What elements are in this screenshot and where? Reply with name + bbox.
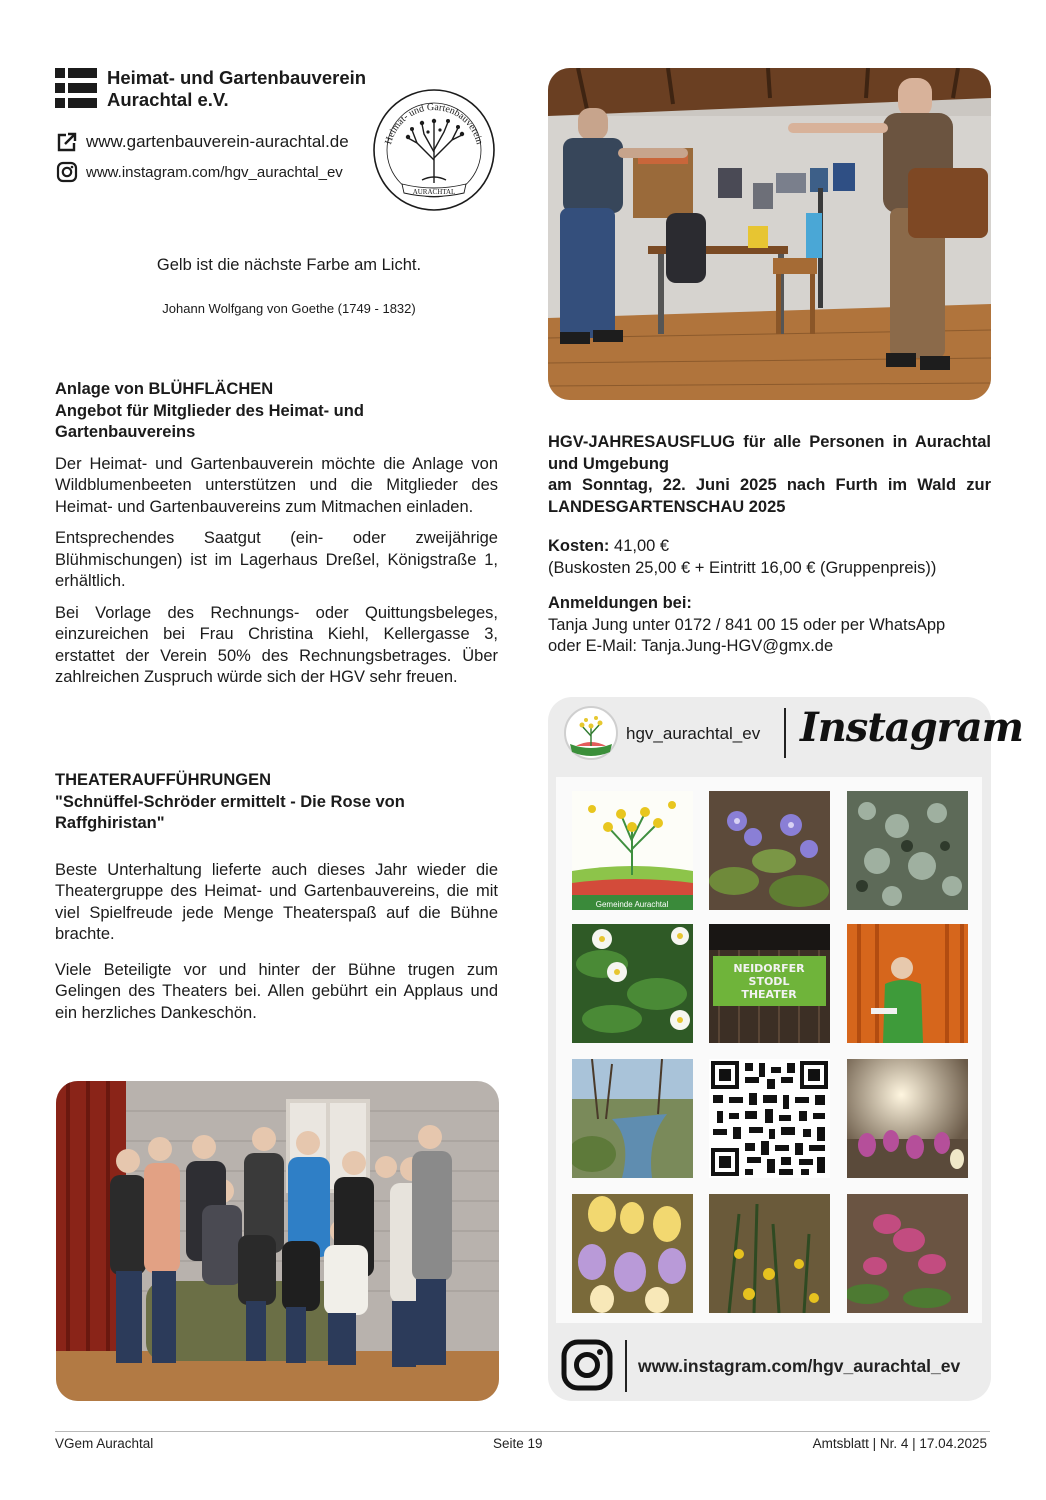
bluehflaechen-paragraph-3: Bei Vorlage des Rechnungs- oder Quittungsbeleges, einzureichen bei Frau Christina Kiehl, Kellergasse 3, erstattet der Verein 50% des Rechnungsbetrages. Über zahlreichen Zuspruch würde sich der HGV sehr freuen.	[55, 603, 498, 686]
theater-stage-photo	[548, 68, 991, 400]
footer-rule	[55, 1431, 990, 1432]
ausflug-section	[548, 432, 991, 658]
ausflug-cost-label: Kosten:	[548, 537, 610, 555]
hgv-logo-mark	[55, 68, 97, 108]
ausflug-cost-value: 41,00 €	[614, 537, 670, 555]
external-link-icon	[56, 131, 78, 153]
seal-bottom-text: AURACHTAL	[412, 188, 456, 196]
post-tile-yellow-flowers[interactable]	[709, 1194, 830, 1313]
theater-group-photo	[56, 1081, 499, 1401]
bluehflaechen-paragraph-2: Entsprechendes Saatgut (ein- oder zweijährige Blühmischungen) ist im Lagerhaus Dreßel, Königstraße 1, erhältlich.	[55, 529, 498, 590]
post-tile-lichen[interactable]	[847, 791, 968, 910]
ausflug-signup-phone: Tanja Jung unter 0172 / 841 00 15 oder per WhatsApp	[548, 615, 946, 634]
instagram-link[interactable]: www.instagram.com/hgv_aurachtal_ev	[86, 163, 343, 181]
org-name	[107, 67, 366, 111]
post-sign-line2: STODL	[748, 975, 790, 988]
footer-divider	[625, 1340, 627, 1392]
instagram-wordmark: Instagram	[800, 704, 1023, 751]
post-tile-logo[interactable]	[572, 791, 693, 910]
theater-paragraph-1: Beste Unterhaltung lieferte auch dieses Jahr wieder die Theatergruppe des Heimat- und Gartenbauvereins, die mit viel Spielfreude jede Menge Theaterspaß auf die Bühne brachte.	[55, 860, 498, 943]
footer-publisher: VGem Aurachtal	[55, 1436, 154, 1451]
instagram-icon[interactable]	[561, 1339, 613, 1391]
post-tile-anemones[interactable]	[572, 924, 693, 1043]
quote-author: Johann Wolfgang von Goethe (1749 - 1832)	[162, 301, 416, 316]
website-link-row[interactable]	[56, 131, 349, 153]
qr-code-icon	[709, 1059, 830, 1178]
ausflug-signup-email: oder E-Mail: Tanja.Jung-HGV@gmx.de	[548, 637, 834, 655]
post-logo-caption: Gemeinde Aurachtal	[595, 900, 669, 909]
instagram-link-row[interactable]	[56, 161, 343, 183]
org-name-line2: Aurachtal e.V.	[107, 89, 229, 110]
ausflug-heading: HGV-JAHRESAUSFLUG für alle Personen in Aurachtal und Umgebung	[548, 433, 991, 473]
post-tile-stream[interactable]	[572, 1059, 693, 1178]
instagram-icon	[56, 161, 78, 183]
theater-heading: THEATERAUFFÜHRUNGEN	[55, 771, 272, 789]
post-sign-line1: NEIDORFER	[733, 962, 805, 975]
post-tile-violets[interactable]	[709, 791, 830, 910]
post-tile-speaker-stage[interactable]	[847, 924, 968, 1043]
footer-issue: Amtsblatt | Nr. 4 | 17.04.2025	[812, 1436, 987, 1451]
bluehflaechen-heading: Anlage von BLÜHFLÄCHEN	[55, 380, 274, 398]
footer-page-number: Seite 19	[493, 1436, 543, 1451]
instagram-avatar[interactable]	[564, 706, 618, 760]
post-tile-crocus-sunlight[interactable]	[847, 1059, 968, 1178]
quote-text: Gelb ist die nächste Farbe am Licht.	[156, 256, 422, 274]
bluehflaechen-section	[55, 379, 498, 689]
instagram-footer-url[interactable]: www.instagram.com/hgv_aurachtal_ev	[638, 1356, 961, 1376]
theater-paragraph-2: Viele Beteiligte vor und hinter der Bühne trugen zum Gelingen des Theaters bei. Allen gebührt ein Applaus und ein herzliches Dankeschön.	[55, 960, 498, 1022]
post-tile-crocuses[interactable]	[572, 1194, 693, 1313]
theater-subheading: "Schnüffel-Schröder ermittelt - Die Rose von Raffghiristan"	[55, 792, 405, 832]
org-name-line1: Heimat- und Gartenbauverein	[107, 67, 367, 88]
ausflug-cost-detail: (Buskosten 25,00 € + Eintritt 16,00 € (Gruppenpreis))	[548, 558, 937, 577]
post-tile-purple-blossoms[interactable]	[847, 1194, 968, 1313]
website-link[interactable]: www.gartenbauverein-aurachtal.de	[86, 132, 349, 151]
seal-top-text: Heimat- und Gartenbauverein	[383, 101, 485, 146]
bluehflaechen-subheading: Angebot für Mitglieder des Heimat- und Gartenbauvereins	[55, 401, 364, 441]
ausflug-date-destination: am Sonntag, 22. Juni 2025 nach Furth im Wald zur LANDESGARTENSCHAU 2025	[548, 476, 991, 516]
header-divider	[784, 708, 786, 758]
post-tile-theater-sign[interactable]	[709, 924, 830, 1043]
theater-section	[55, 770, 498, 1024]
post-tile-qr-code[interactable]	[709, 1059, 830, 1178]
ausflug-signup-label: Anmeldungen bei:	[548, 594, 692, 612]
instagram-handle[interactable]: hgv_aurachtal_ev	[626, 724, 761, 743]
hgv-seal-logo	[372, 88, 496, 212]
post-sign-line3: THEATER	[741, 988, 797, 1001]
bluehflaechen-paragraph-1: Der Heimat- und Gartenbauverein möchte die Anlage von Wildblumenbeeten unterstützen und die Mitglieder des Heimat- und Gartenbauvereins zum Mitmachen einladen.	[55, 454, 498, 516]
